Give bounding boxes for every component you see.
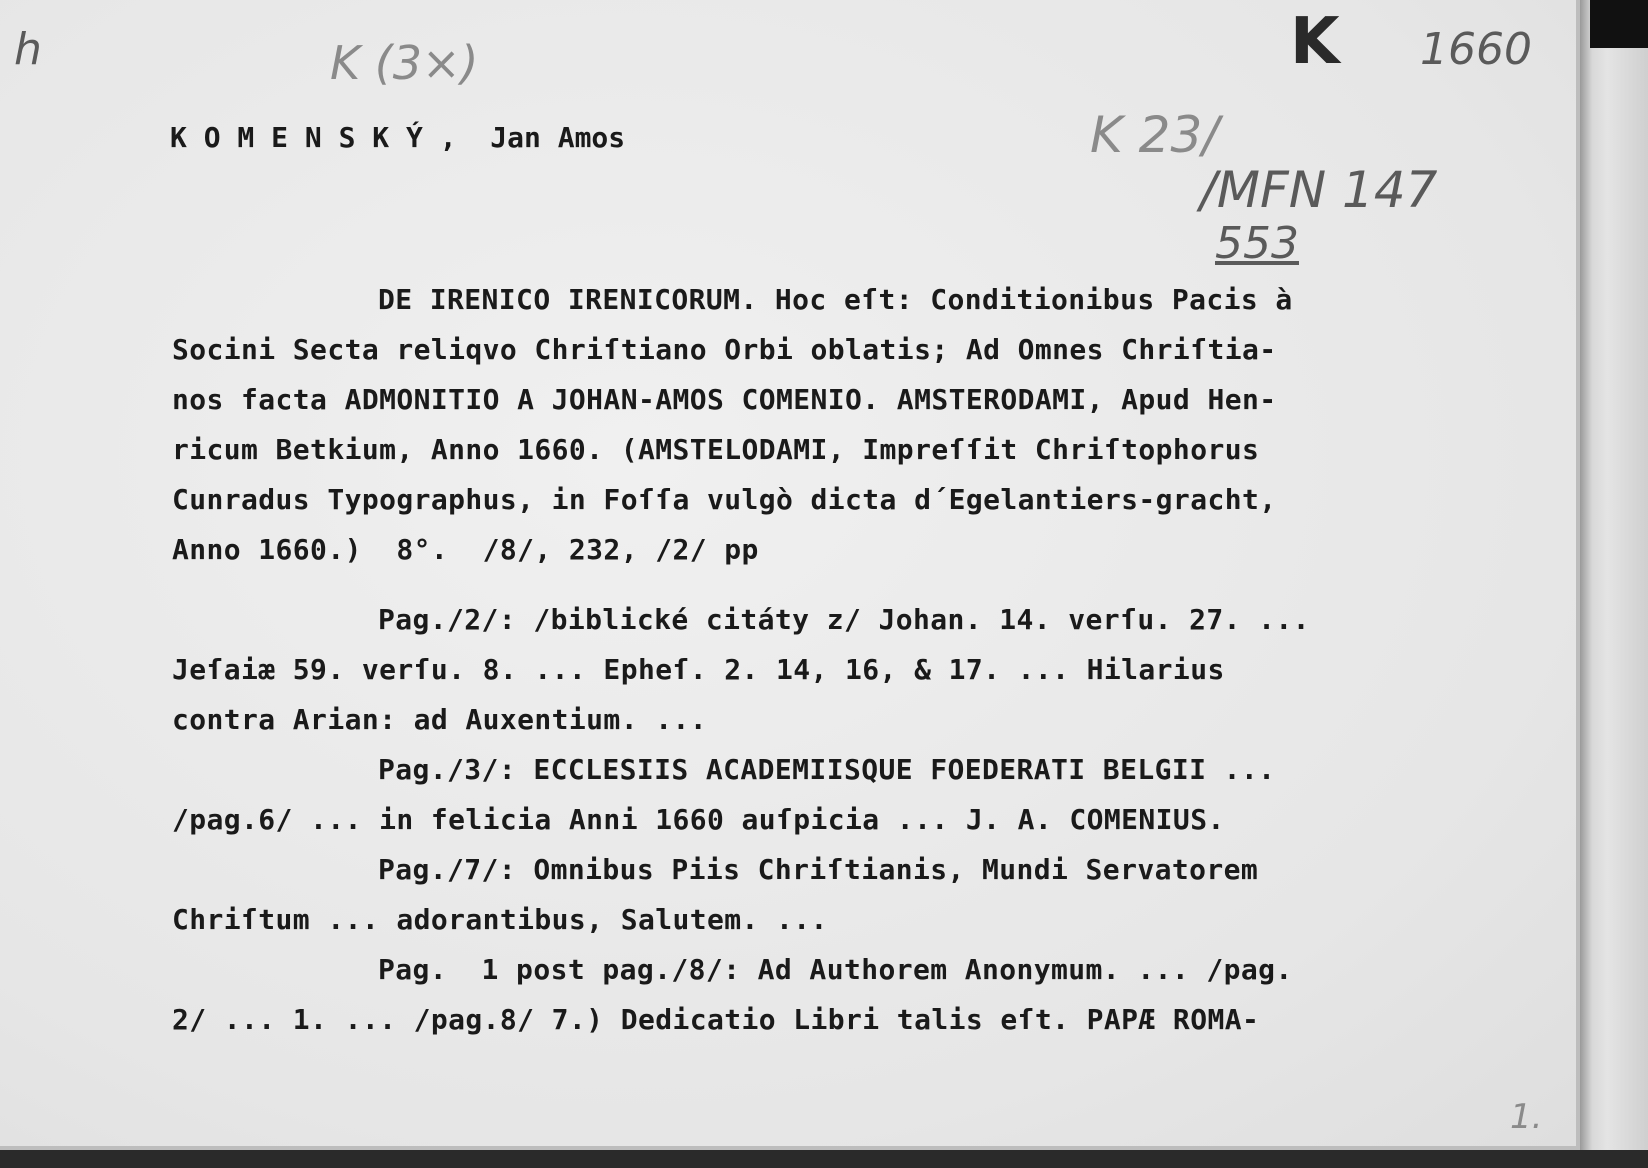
body-line-13: Chriſtum ... adorantibus, Salutem. ... <box>172 903 828 936</box>
body-line-12: Pag./7/: Omnibus Piis Chriſtianis, Mundi Servatorem <box>378 853 1259 886</box>
annotation-shelfmark: K 23/ <box>1090 106 1220 164</box>
annotation-page-number: 1. <box>1510 1097 1543 1137</box>
annotation-shelfmark-2: /MFN 147 <box>1200 161 1438 219</box>
body-line-4: ricum Betkium, Anno 1660. (AMSTELODAMI, Impreſſit Chriſtophorus <box>172 433 1260 466</box>
body-line-5: Cunradus Typographus, in Foſſa vulgò dicta d´Egelantiers-gracht, <box>172 483 1277 516</box>
annotation-number: 553 <box>1215 218 1299 269</box>
annotation-top-right-letter: K <box>1290 5 1340 79</box>
card-edge-shadow <box>1590 0 1648 48</box>
body-line-9: contra Arian: ad Auxentium. ... <box>172 703 707 736</box>
body-line-3: nos facta ADMONITIO A JOHAN-AMOS COMENIO. AMSTERODAMI, Apud Hen- <box>172 383 1277 416</box>
annotation-top-mid: K (3×) <box>330 36 479 90</box>
body-line-8: Jeſaiæ 59. verſu. 8. ... Epheſ. 2. 14, 16, & 17. ... Hilarius <box>172 653 1225 686</box>
body-line-15: 2/ ... 1. ... /pag.8/ 7.) Dedicatio Libri talis eſt. PAPÆ ROMA- <box>172 1003 1260 1036</box>
body-line-10: Pag./3/: ECCLESIIS ACADEMIISQUE FOEDERATI BELGII ... <box>378 753 1276 786</box>
card-heading: K O M E N S K Ý , Jan Amos <box>170 121 626 154</box>
body-line-7: Pag./2/: /biblické citáty z/ Johan. 14. verſu. 27. ... <box>378 603 1310 636</box>
card-edge <box>1580 0 1648 1168</box>
body-line-6: Anno 1660.) 8°. /8/, 232, /2/ pp <box>172 533 759 566</box>
body-line-11: /pag.6/ ... in felicia Anni 1660 auſpicia ... J. A. COMENIUS. <box>172 803 1225 836</box>
annotation-top-right-year: 1660 <box>1420 24 1532 75</box>
body-line-14: Pag. 1 post pag./8/: Ad Authorem Anonymum. ... /pag. <box>378 953 1293 986</box>
body-line-2: Socini Secta reliqvo Chriſtiano Orbi oblatis; Ad Omnes Chriſtia- <box>172 333 1277 366</box>
card-bottom-edge <box>0 1150 1648 1168</box>
body-line-1: DE IRENICO IRENICORUM. Hoc eſt: Conditionibus Pacis à <box>378 283 1293 316</box>
annotation-top-left: h <box>14 24 42 75</box>
